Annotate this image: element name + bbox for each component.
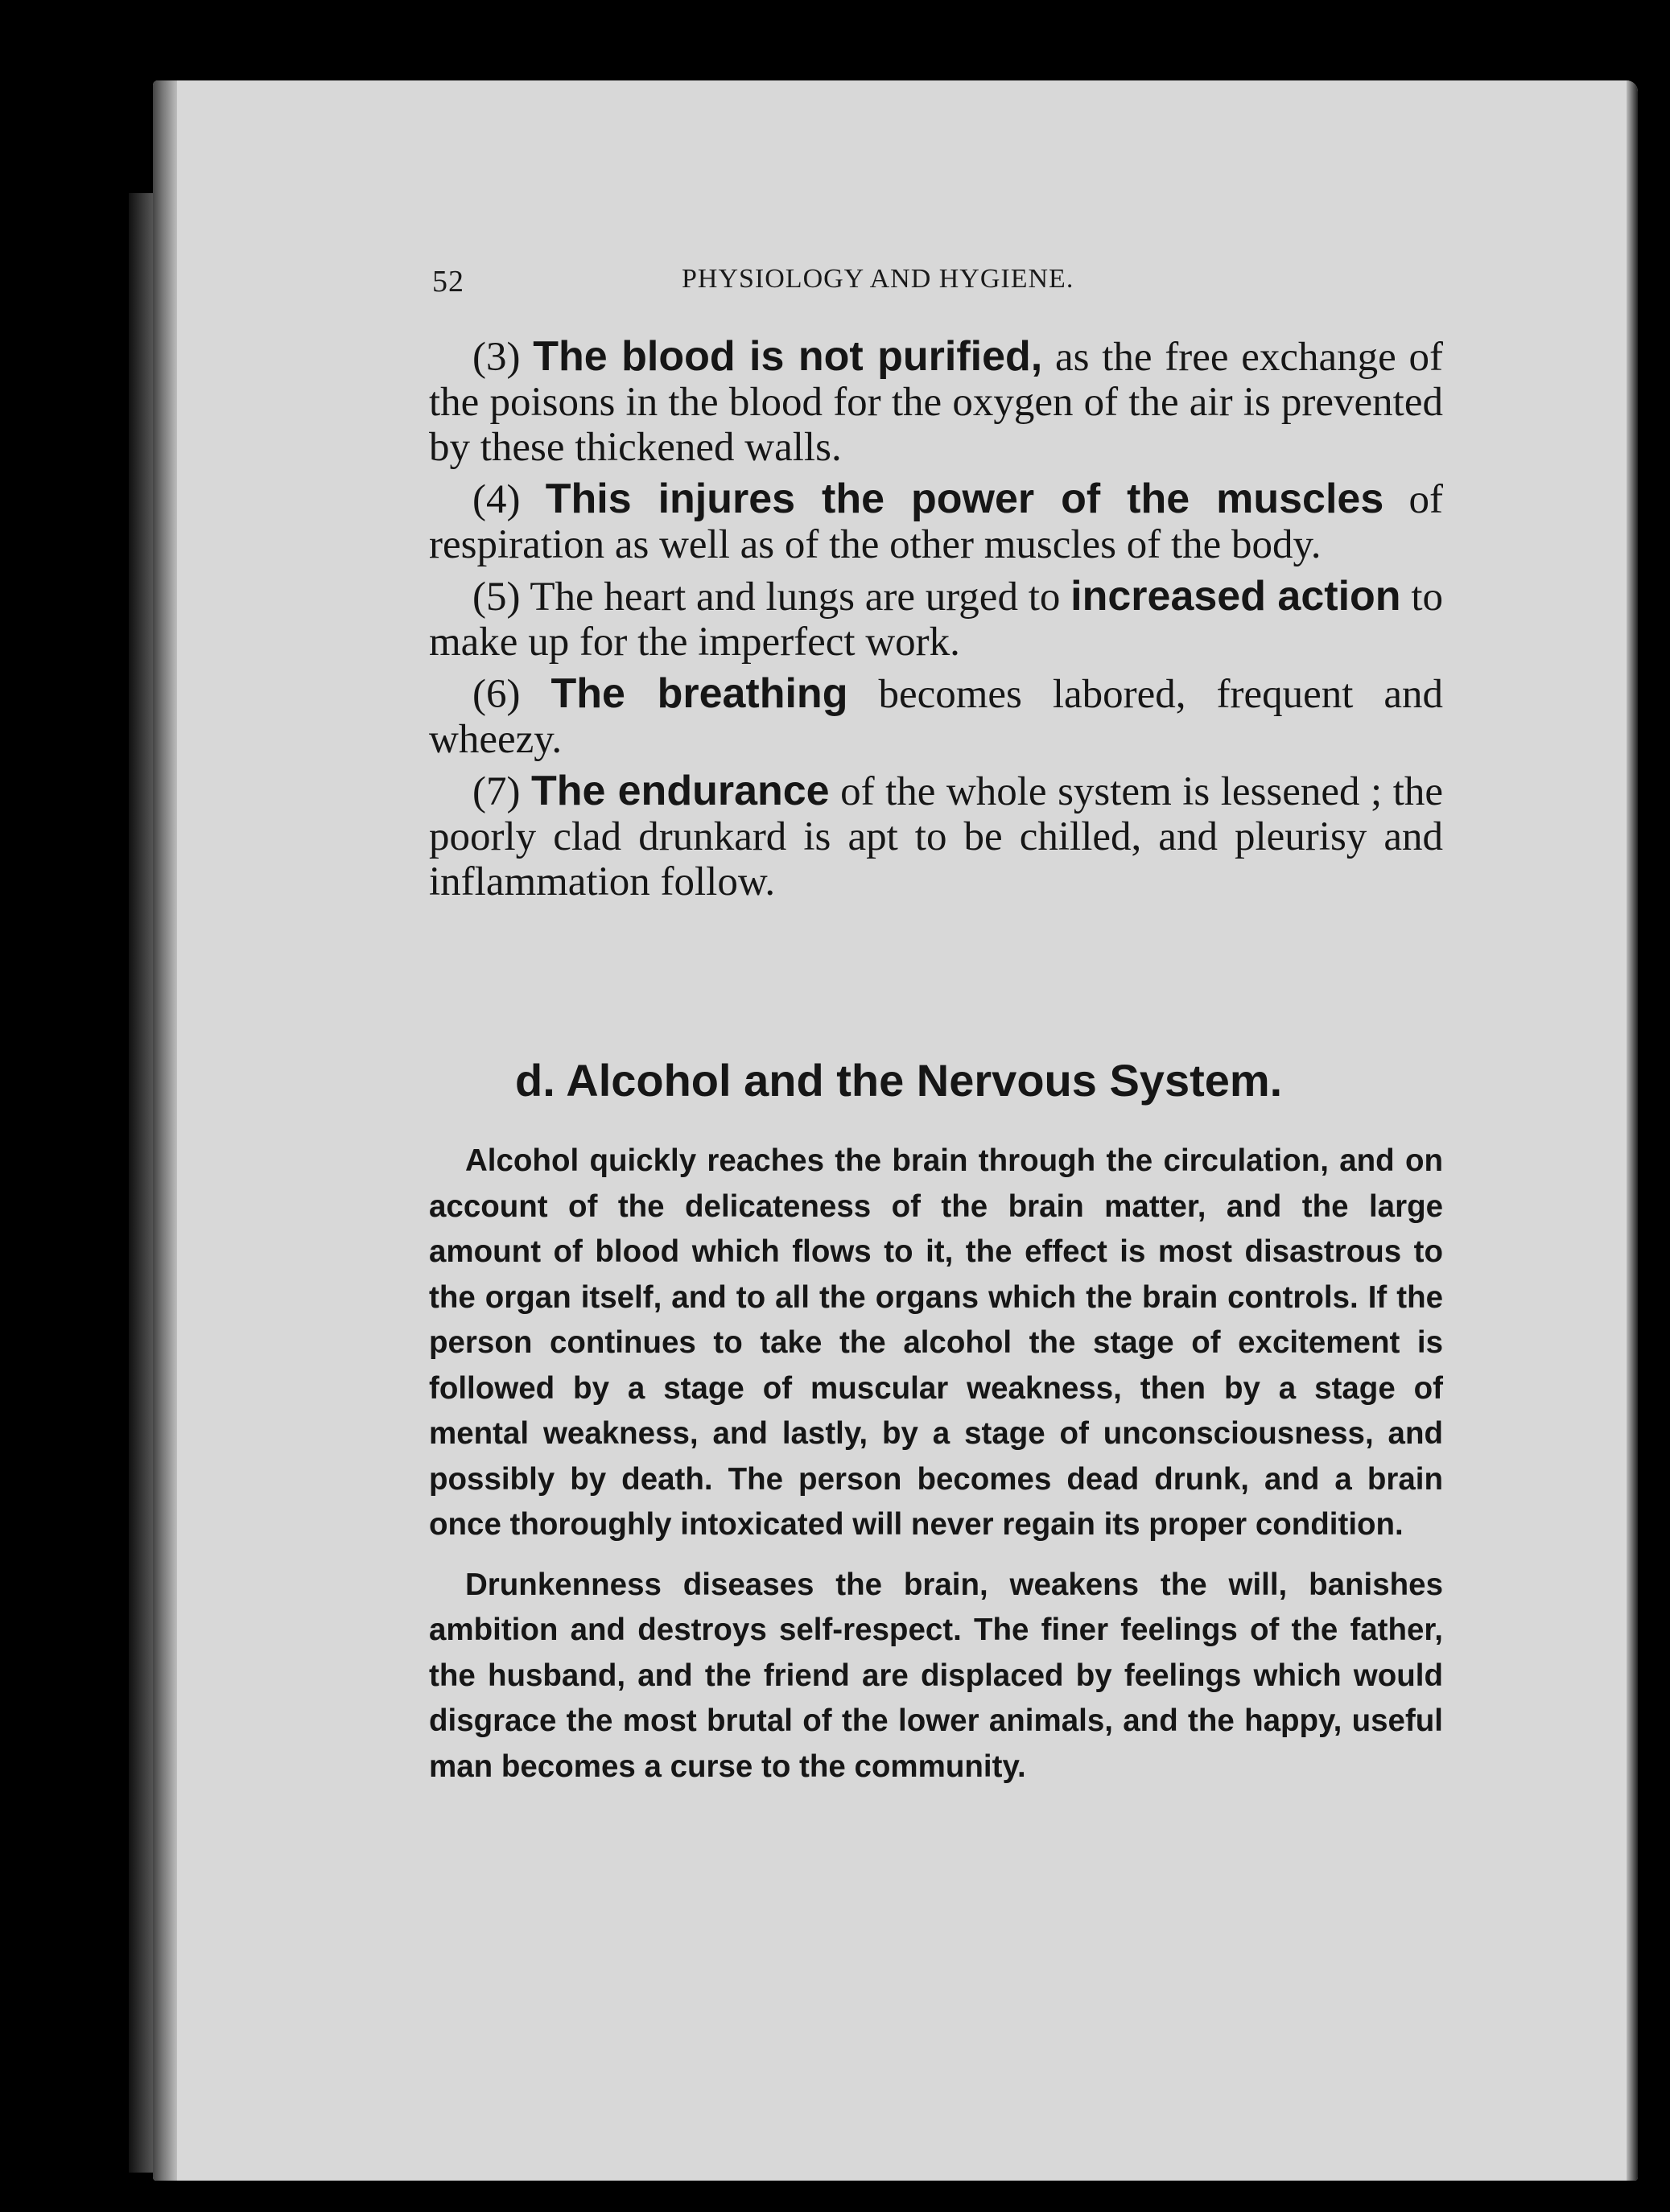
book-spine-shadow bbox=[129, 193, 153, 2173]
body-paragraph: Alcohol quickly reaches the brain through the circulation, and on account of the delicateness of the brain matter, and the large amount of blood which flows to it, the effect is most disastrous to the organ itself, and to all the organs which the brain controls. If the person continues to take the alcohol the stage of excitement is followed by a stage of muscular weakness, then by a stage of mental weakness, and lastly, by a stage of unconsciousness, and possibly by death. The person becomes dead drunk, and a brain once thoroughly intoxicated will never regain its proper condition. bbox=[429, 1143, 1443, 1542]
list-item-6 bbox=[429, 671, 1443, 762]
section-body bbox=[429, 1139, 1443, 1790]
item-lead: This injures the power of the muscles bbox=[545, 476, 1384, 522]
item-number: (5) bbox=[472, 575, 521, 620]
item-number: (7) bbox=[472, 769, 521, 814]
numbered-list bbox=[429, 334, 1443, 911]
list-item-7 bbox=[429, 768, 1443, 904]
item-pre-text: The heart and lungs are urged to bbox=[530, 575, 1061, 620]
list-item-3 bbox=[429, 334, 1443, 470]
item-text: of respiration as well as of the other muscles of the body. bbox=[429, 477, 1443, 567]
list-item-5 bbox=[429, 574, 1443, 665]
item-lead: The blood is not purified, bbox=[533, 333, 1043, 380]
item-number: (4) bbox=[472, 477, 521, 522]
body-paragraph: Drunkenness diseases the brain, weakens the will, banishes ambition and destroys self-respect. The finer feelings of the father, the husband, and the friend are displaced by feelings which would disgrace the most brutal of the lower animals, and the happy, useful man becomes a curse to the community. bbox=[429, 1567, 1443, 1784]
item-number: (3) bbox=[472, 335, 521, 380]
running-title: PHYSIOLOGY AND HYGIENE. bbox=[682, 264, 1074, 294]
item-number: (6) bbox=[472, 672, 521, 717]
item-lead: increased action bbox=[1070, 573, 1401, 620]
page-number: 52 bbox=[432, 265, 464, 299]
item-text: as the free exchange of the poisons in the blood for the oxygen of the air is prevented by these thickened walls. bbox=[429, 335, 1444, 470]
section-heading: d. Alcohol and the Nervous System. bbox=[515, 1055, 1283, 1106]
item-text: of the whole system is lessened ; the poorly clad drunkard is apt to be chilled, and pleurisy and inflammation follow. bbox=[429, 769, 1444, 904]
item-lead: The breathing bbox=[550, 670, 848, 717]
list-item-4 bbox=[429, 476, 1443, 567]
item-text: to make up for the imperfect work. bbox=[429, 575, 1443, 665]
item-text: becomes labored, frequent and wheezy. bbox=[429, 672, 1444, 762]
item-lead: The endurance bbox=[530, 768, 830, 814]
